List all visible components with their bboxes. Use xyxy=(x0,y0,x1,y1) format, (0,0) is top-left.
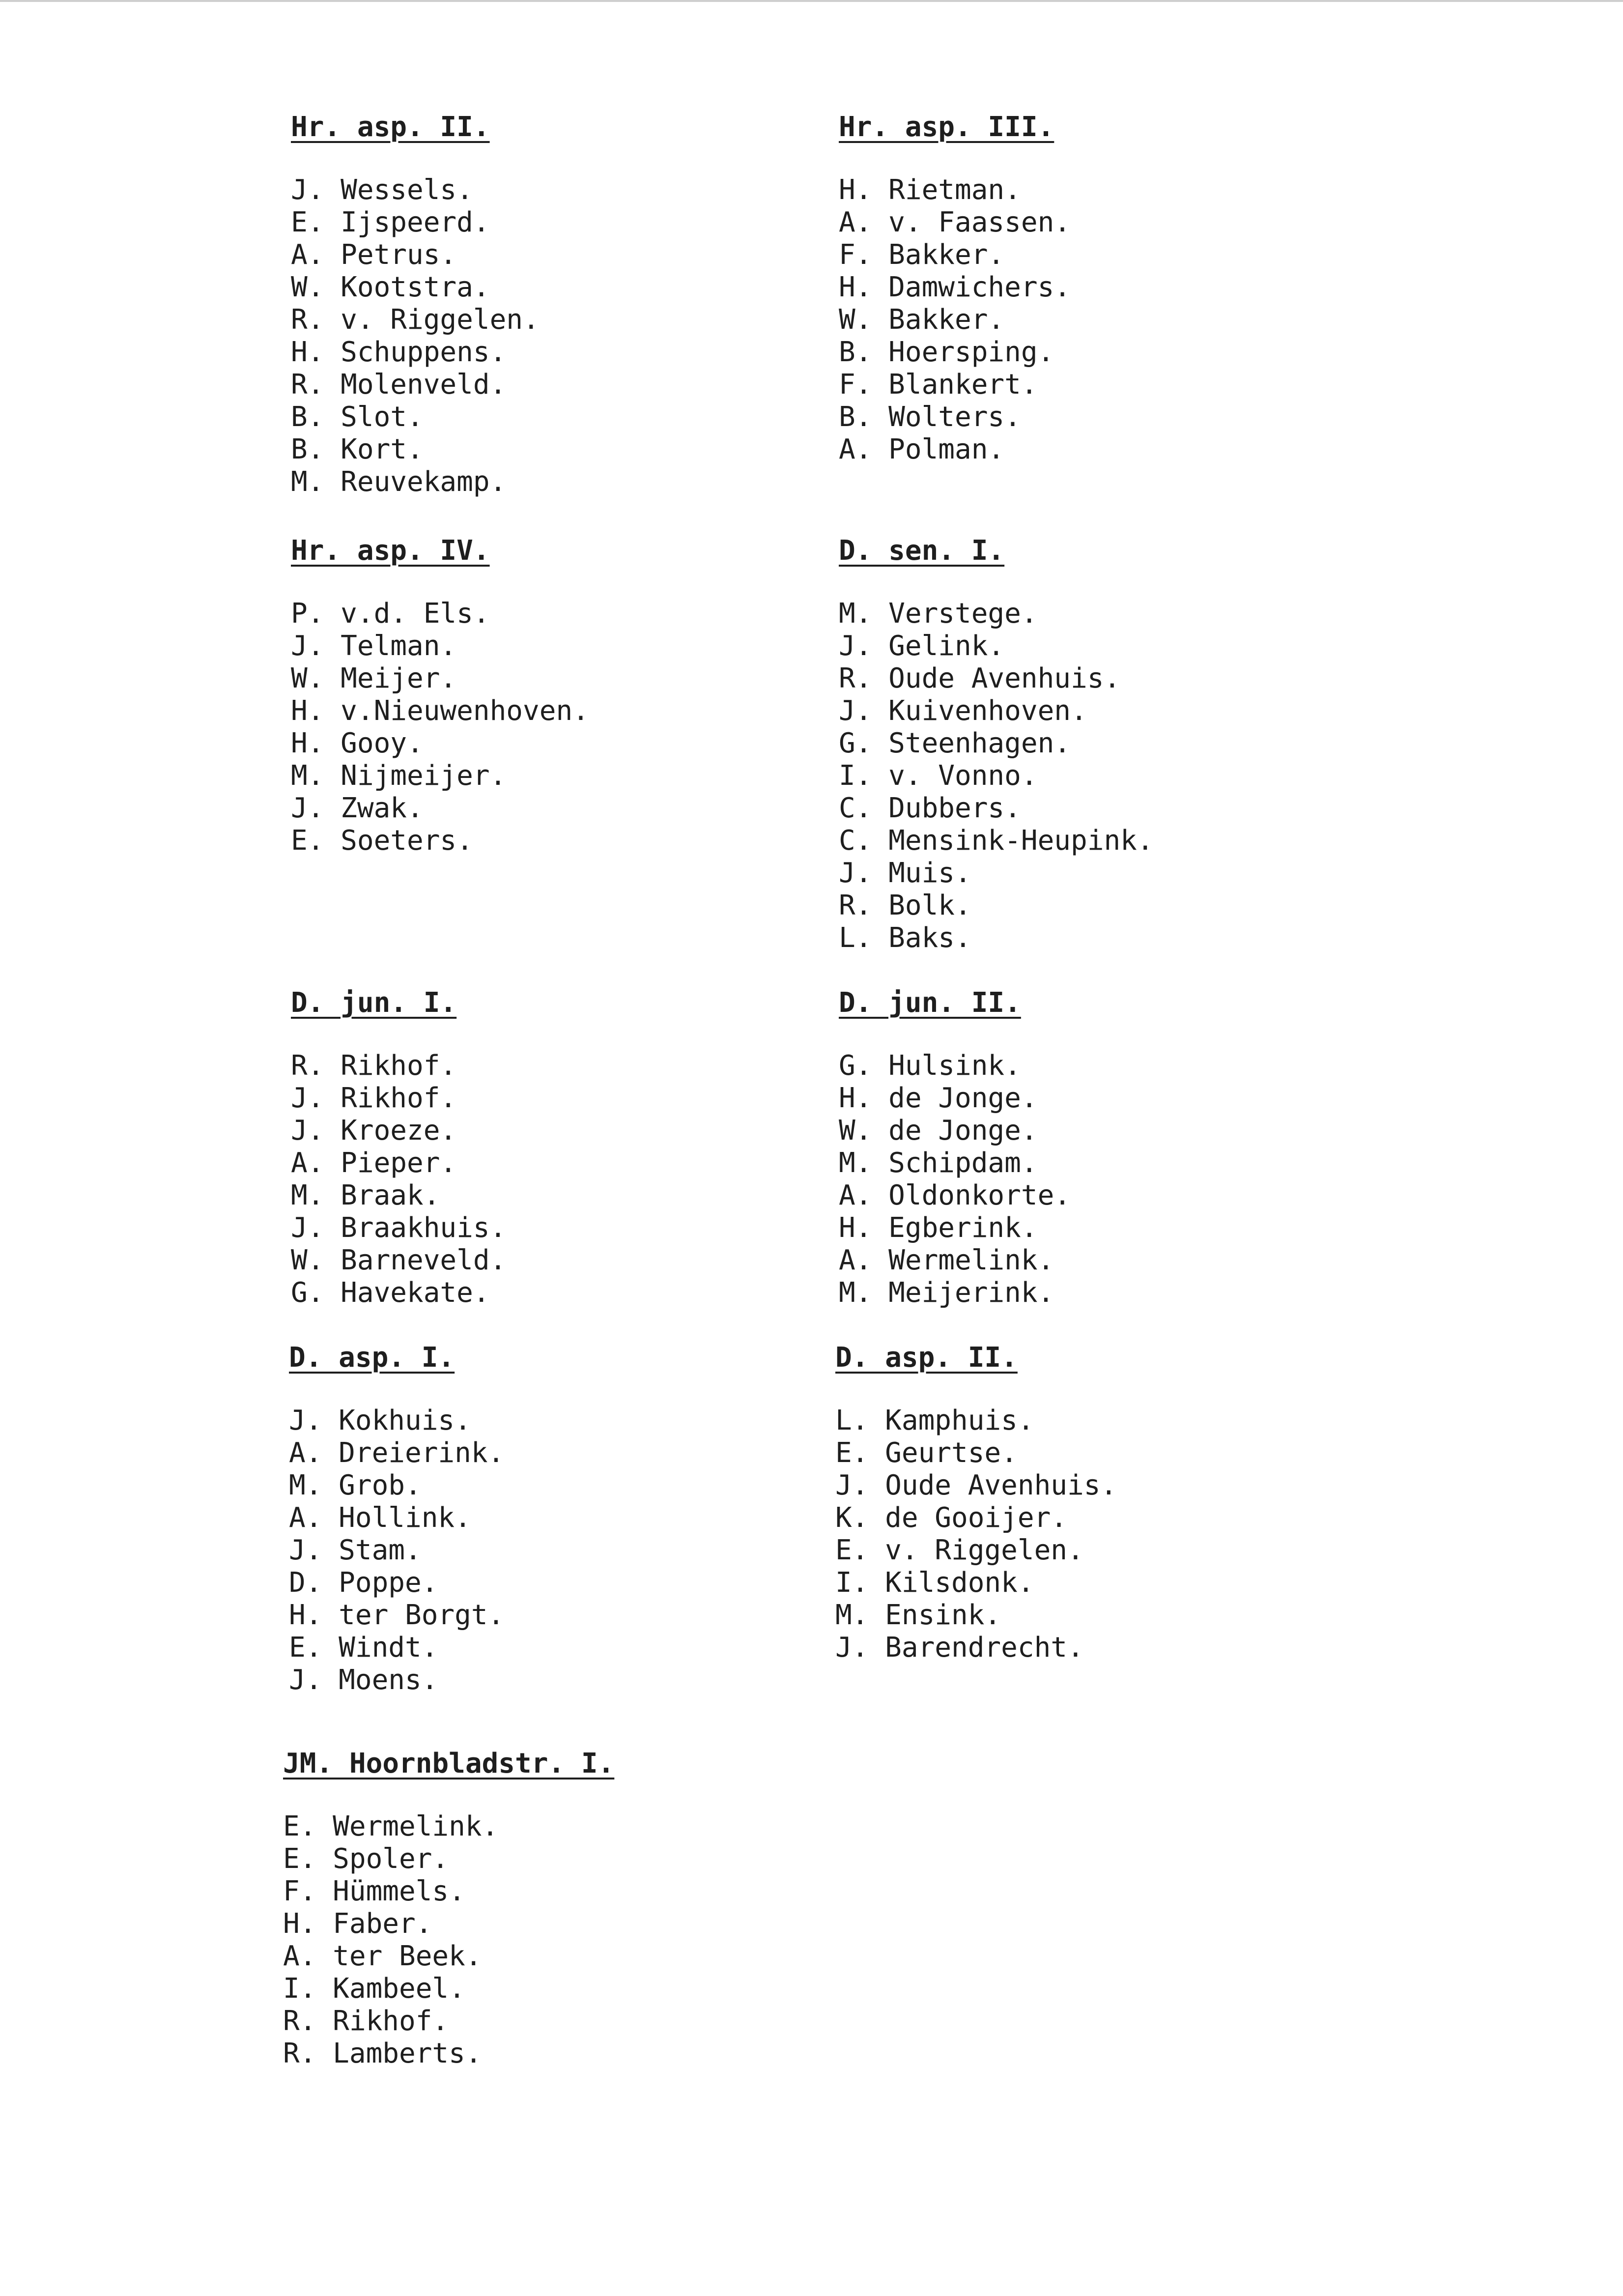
team-title: Hr. asp. II. xyxy=(291,111,490,143)
team-title: D. sen. I. xyxy=(839,535,1005,567)
team-section-d-asp-2 xyxy=(835,1342,1351,1664)
player-name: B. Wolters. xyxy=(839,401,1021,433)
player-name: J. Gelink. xyxy=(839,630,1005,662)
player-name: E. Spoler. xyxy=(283,1843,449,1875)
player-name: E. Ijspeerd. xyxy=(291,206,490,238)
player-list xyxy=(835,1405,1351,1664)
player-name: M. Grob. xyxy=(289,1469,422,1501)
player-name: M. Nijmeijer. xyxy=(291,760,507,792)
player-name: K. de Gooijer. xyxy=(835,1502,1068,1534)
player-name: E. v. Riggelen. xyxy=(835,1534,1084,1566)
player-name: W. de Jonge. xyxy=(839,1115,1038,1147)
team-section-hr-asp-4 xyxy=(291,535,807,857)
player-name: G. Steenhagen. xyxy=(839,727,1071,759)
player-name: H. Damwichers. xyxy=(839,271,1071,303)
team-section-d-jun-1 xyxy=(291,987,807,1309)
player-name: J. Kuivenhoven. xyxy=(839,695,1087,727)
player-name: W. Kootstra. xyxy=(291,271,490,303)
team-section-d-asp-1 xyxy=(289,1342,805,1696)
player-name: A. Wermelink. xyxy=(839,1244,1054,1276)
player-name: B. Hoersping. xyxy=(839,336,1054,368)
team-title: D. jun. I. xyxy=(291,987,457,1019)
player-list xyxy=(291,174,807,498)
player-name: I. v. Vonno. xyxy=(839,760,1038,792)
player-list xyxy=(839,598,1355,954)
team-title: D. asp. II. xyxy=(835,1342,1018,1374)
player-name: I. Kilsdonk. xyxy=(835,1567,1034,1599)
team-section-hr-asp-2 xyxy=(291,111,807,498)
team-title: Hr. asp. IV. xyxy=(291,535,490,567)
player-name: P. v.d. Els. xyxy=(291,598,490,630)
player-name: J. Moens. xyxy=(289,1664,438,1696)
player-name: H. de Jonge. xyxy=(839,1082,1038,1114)
team-section-d-sen-1 xyxy=(839,535,1355,954)
player-name: J. Rikhof. xyxy=(291,1082,457,1114)
player-name: E. Wermelink. xyxy=(283,1810,499,1842)
player-name: A. Oldonkorte. xyxy=(839,1179,1071,1211)
player-name: C. Mensink-Heupink. xyxy=(839,825,1154,857)
player-name: M. Ensink. xyxy=(835,1599,1001,1631)
player-name: H. v.Nieuwenhoven. xyxy=(291,695,589,727)
player-name: J. Muis. xyxy=(839,857,971,889)
player-list xyxy=(283,1810,799,2070)
player-name: H. ter Borgt. xyxy=(289,1599,505,1631)
player-name: R. Molenveld. xyxy=(291,369,507,401)
player-name: C. Dubbers. xyxy=(839,792,1021,824)
player-name: D. Poppe. xyxy=(289,1567,438,1599)
player-name: J. Barendrecht. xyxy=(835,1632,1084,1664)
page-top-edge xyxy=(0,0,1623,2)
player-name: F. Bakker. xyxy=(839,239,1005,271)
player-name: H. Rietman. xyxy=(839,174,1021,206)
player-name: M. Reuvekamp. xyxy=(291,466,507,498)
player-name: A. ter Beek. xyxy=(283,1940,482,1972)
player-name: R. Rikhof. xyxy=(291,1050,457,1082)
player-name: M. Verstege. xyxy=(839,598,1038,630)
player-name: W. Meijer. xyxy=(291,662,457,694)
team-section-hr-asp-3 xyxy=(839,111,1355,466)
player-name: J. Wessels. xyxy=(291,174,473,206)
player-name: L. Kamphuis. xyxy=(835,1405,1034,1436)
player-name: J. Telman. xyxy=(291,630,457,662)
player-name: L. Baks. xyxy=(839,922,971,954)
player-name: F. Blankert. xyxy=(839,369,1038,401)
player-name: E. Soeters. xyxy=(291,825,473,857)
player-name: J. Stam. xyxy=(289,1534,422,1566)
player-name: H. Faber. xyxy=(283,1908,432,1940)
player-name: M. Schipdam. xyxy=(839,1147,1038,1179)
player-name: I. Kambeel. xyxy=(283,1973,465,2005)
player-name: H. Egberink. xyxy=(839,1212,1038,1244)
player-list xyxy=(289,1405,805,1696)
player-list xyxy=(839,174,1355,466)
player-name: J. Zwak. xyxy=(291,792,424,824)
team-title: JM. Hoornbladstr. I. xyxy=(283,1748,615,1779)
player-name: A. Petrus. xyxy=(291,239,457,271)
team-title: D. jun. II. xyxy=(839,987,1021,1019)
player-name: H. Gooy. xyxy=(291,727,424,759)
player-list xyxy=(291,598,807,857)
player-name: M. Meijerink. xyxy=(839,1277,1054,1309)
player-name: J. Oude Avenhuis. xyxy=(835,1469,1117,1501)
player-name: B. Kort. xyxy=(291,433,424,465)
player-name: E. Geurtse. xyxy=(835,1437,1018,1469)
player-name: A. Dreierink. xyxy=(289,1437,505,1469)
team-section-jm-hoornbladstr-1 xyxy=(283,1748,799,2070)
player-name: A. Polman. xyxy=(839,433,1005,465)
player-name: A. Hollink. xyxy=(289,1502,471,1534)
player-name: G. Havekate. xyxy=(291,1277,490,1309)
player-name: R. Bolk. xyxy=(839,890,971,921)
player-name: H. Schuppens. xyxy=(291,336,507,368)
player-name: A. v. Faassen. xyxy=(839,206,1071,238)
player-name: W. Barneveld. xyxy=(291,1244,507,1276)
player-name: B. Slot. xyxy=(291,401,424,433)
player-list xyxy=(291,1050,807,1309)
player-name: J. Braakhuis. xyxy=(291,1212,507,1244)
player-name: R. Lamberts. xyxy=(283,2038,482,2069)
player-name: R. Oude Avenhuis. xyxy=(839,662,1121,694)
player-name: R. Rikhof. xyxy=(283,2005,449,2037)
player-name: E. Windt. xyxy=(289,1632,438,1664)
player-list xyxy=(839,1050,1355,1309)
player-name: F. Hümmels. xyxy=(283,1875,465,1907)
team-section-d-jun-2 xyxy=(839,987,1355,1309)
player-name: J. Kokhuis. xyxy=(289,1405,471,1436)
player-name: J. Kroeze. xyxy=(291,1115,457,1147)
player-name: A. Pieper. xyxy=(291,1147,457,1179)
player-name: R. v. Riggelen. xyxy=(291,304,540,336)
team-title: Hr. asp. III. xyxy=(839,111,1054,143)
player-name: W. Bakker. xyxy=(839,304,1005,336)
team-title: D. asp. I. xyxy=(289,1342,455,1374)
player-name: G. Hulsink. xyxy=(839,1050,1021,1082)
player-name: M. Braak. xyxy=(291,1179,440,1211)
